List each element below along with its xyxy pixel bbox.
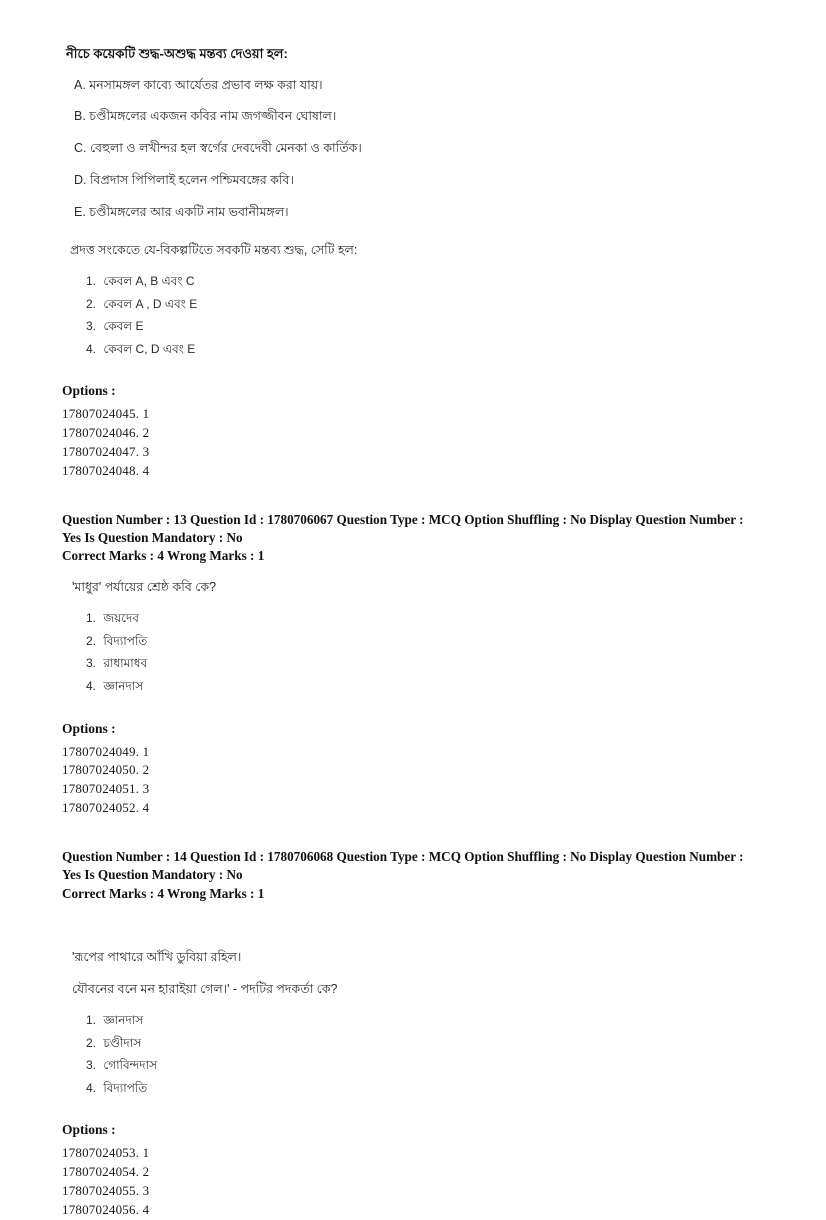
option-id-line: 17807024052. 4 <box>62 800 150 816</box>
question-14-choice-2[interactable] <box>86 1036 762 1052</box>
option-id-line: 17807024045. 1 <box>62 406 150 422</box>
question-14-header: Question Number : 14 Question Id : 1780706068 Question Type : MCQ Option Shuffling : No Display Question Number : Yes Is Question Mandatory : No <box>62 848 744 882</box>
choice-number: 1. <box>86 274 97 288</box>
question-12-choice-4[interactable] <box>86 342 762 358</box>
question-14-block <box>62 848 762 1220</box>
question-13-header: Question Number : 13 Question Id : 1780706067 Question Type : MCQ Option Shuffling : No Display Question Number : Yes Is Question Mandatory : No <box>62 511 744 545</box>
choice-label: চণ্ডীদাস <box>103 1035 142 1050</box>
question-12-statement-d: D. বিপ্রদাস পিপিলাই হলেন পশ্চিমবঙ্গের কবি। <box>74 172 294 187</box>
choice-number: 4. <box>86 1080 97 1095</box>
choice-number: 2. <box>86 1035 97 1050</box>
choice-label: বিদ্যাপতি <box>103 1080 148 1095</box>
question-13-choice-4[interactable] <box>86 679 762 695</box>
question-12-prompt-heading: নীচে কয়েকটি শুদ্ধ-অশুদ্ধ মন্তব্য দেওয়া হল: <box>66 46 288 61</box>
question-12-choice-list <box>86 274 762 357</box>
choice-number: 4. <box>86 341 97 356</box>
choice-label: বিদ্যাপতি <box>103 633 148 648</box>
question-12-choice-3[interactable] <box>86 319 762 335</box>
options-label: Options : <box>62 383 116 399</box>
question-13-stem-line-1: 'মাধুর' পর্যায়ের শ্রেষ্ঠ কবি কে? <box>72 580 217 595</box>
question-12-choice-2[interactable] <box>86 297 762 313</box>
option-id-line: 17807024054. 2 <box>62 1164 150 1180</box>
choice-number: 2. <box>86 633 97 648</box>
option-id-line: 17807024056. 4 <box>62 1201 150 1217</box>
question-12-statement-c: C. বেহুলা ও লখীন্দর হল স্বর্গের দেবদেবী মেনকা ও কার্তিক। <box>74 141 362 155</box>
choice-label: কেবল C, D এবং E <box>103 341 196 356</box>
question-12-choice-1[interactable] <box>86 274 762 290</box>
options-label: Options : <box>62 720 116 736</box>
options-label: Options : <box>62 1122 116 1138</box>
option-id-line: 17807024048. 4 <box>62 462 150 478</box>
choice-number: 1. <box>86 1013 97 1027</box>
choice-number: 1. <box>86 611 97 626</box>
question-13-block <box>62 511 762 818</box>
question-13-choice-list <box>86 611 762 694</box>
option-id-line: 17807024046. 2 <box>62 425 150 441</box>
question-13-choice-2[interactable] <box>86 634 762 650</box>
choice-label: জয়দেব <box>103 611 139 626</box>
choice-label: জ্ঞানদাস <box>103 678 144 693</box>
choice-label: কেবল A , D এবং E <box>103 296 198 311</box>
option-id-line: 17807024055. 3 <box>62 1183 150 1199</box>
question-13-options-block <box>62 721 762 818</box>
question-12-lead-in: প্রদত্ত সংকেতে যে-বিকল্পটিতে সবকটি মন্তব্য শুদ্ধ, সেটি হল: <box>70 243 358 258</box>
question-13-stem <box>72 578 762 597</box>
choice-number: 3. <box>86 319 97 334</box>
choice-label: রাধামাধব <box>103 656 148 671</box>
choice-number: 3. <box>86 656 97 671</box>
question-14-stem-line-2: যৌবনের বনে মন হারাইয়া গেল।' - পদটির পদকর্তা কে? <box>72 982 338 997</box>
option-id-line: 17807024047. 3 <box>62 444 150 460</box>
choice-number: 3. <box>86 1058 97 1073</box>
question-13-choice-1[interactable] <box>86 611 762 627</box>
choice-label: জ্ঞানদাস <box>103 1013 144 1027</box>
question-12-options-block <box>62 383 762 480</box>
question-14-options-block <box>62 1122 762 1219</box>
choice-label: গোবিন্দদাস <box>103 1058 158 1073</box>
choice-number: 2. <box>86 296 97 311</box>
choice-number: 4. <box>86 678 97 693</box>
question-14-choice-1[interactable] <box>86 1013 762 1029</box>
question-14-choice-list <box>86 1013 762 1096</box>
question-12-statement-b: B. চণ্ডীমঙ্গলের একজন কবির নাম জগজ্জীবন ঘোষাল। <box>74 109 337 124</box>
choice-label: কেবল E <box>103 319 144 334</box>
question-14-stem <box>72 948 762 1000</box>
question-12-statement-e: E. চণ্ডীমঙ্গলের আর একটি নাম ভবানীমঙ্গল। <box>74 204 289 219</box>
question-14-choice-3[interactable] <box>86 1058 762 1074</box>
option-id-line: 17807024050. 2 <box>62 762 150 778</box>
question-14-choice-4[interactable] <box>86 1081 762 1097</box>
question-14-stem-line-1: 'রূপের পাথারে আঁখি ডুবিয়া রহিল। <box>72 949 242 964</box>
choice-label: কেবল A, B এবং C <box>103 274 195 288</box>
question-13-choice-3[interactable] <box>86 656 762 672</box>
question-12-statement-a: A. মনসামঙ্গল কাব্যে আর্যেতর প্রভাব লক্ষ করা যায়। <box>74 77 323 92</box>
question-13-marks: Correct Marks : 4 Wrong Marks : 1 <box>62 548 265 564</box>
option-id-line: 17807024053. 1 <box>62 1145 150 1161</box>
option-id-line: 17807024051. 3 <box>62 781 150 797</box>
question-14-marks: Correct Marks : 4 Wrong Marks : 1 <box>62 885 265 901</box>
page-content <box>62 44 762 1220</box>
question-12-block <box>62 44 762 481</box>
option-id-line: 17807024049. 1 <box>62 743 150 759</box>
